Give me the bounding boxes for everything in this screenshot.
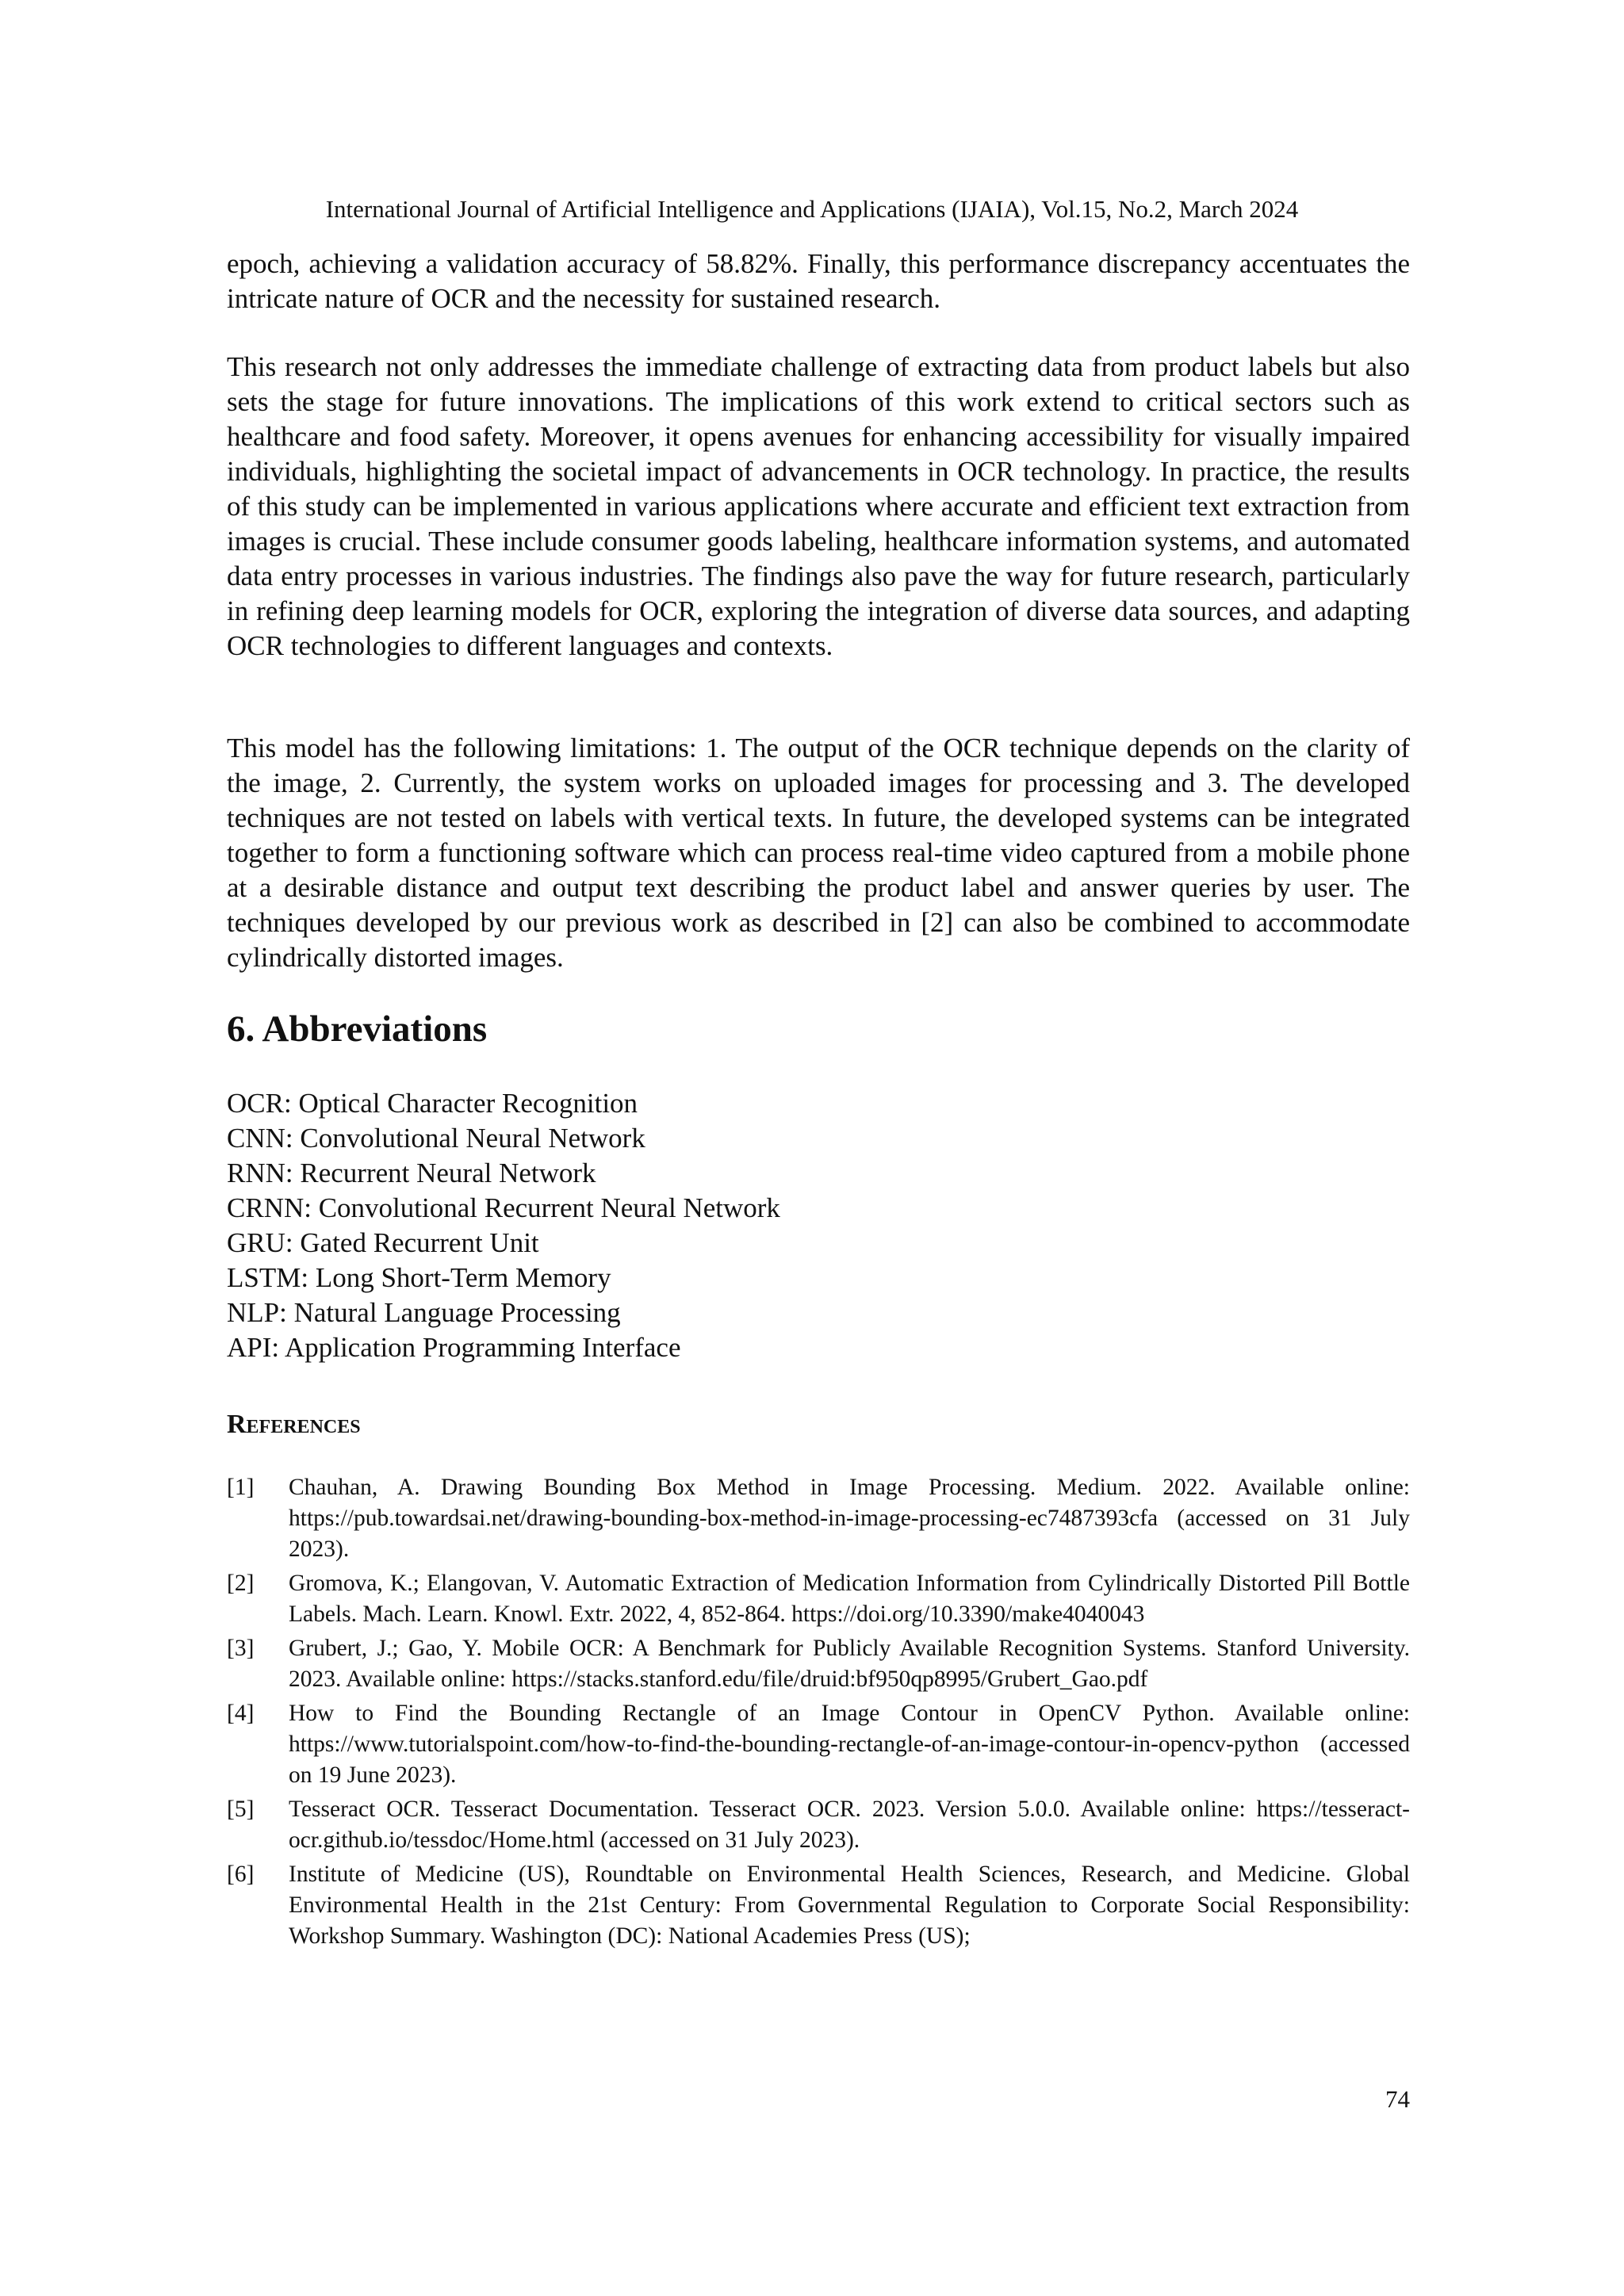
paragraph-text: This model has the following limitations: 1. The output of the OCR technique depends on the clarity of the image, 2. Currently, the system works on uploaded images for processing and 3. The developed techniques are not tested on labels with vertical texts. In future, the developed systems can be integrated together to form a functioning software which can process real-time video captured from a mobile phone at a desirable distance and output text describing the product label and answer queries by user. The techniques developed by our previous work as described in [2] can also be combined to accommodate cylindrically distorted images.	[227, 733, 1410, 973]
reference-item	[227, 1568, 1410, 1630]
reference-number: [2]	[227, 1571, 255, 1596]
reference-text: Gromova, K.; Elangovan, V. Automatic Extraction of Medication Information from Cylindrically Distorted Pill Bottle Labels. Mach. Learn. Knowl. Extr. 2022, 4, 852-864. https://doi.org/10.3390/make4040043	[289, 1571, 1410, 1627]
paragraph-text: epoch, achieving a validation accuracy of 58.82%. Finally, this performance discrepancy accentuates the intricate nature of OCR and the necessity for sustained research.	[227, 248, 1410, 314]
abbreviation-item: OCR: Optical Character Recognition	[227, 1088, 638, 1119]
reference-item	[227, 1794, 1410, 1856]
running-header: International Journal of Artificial Intelligence and Applications (IJAIA), Vol.15, No.2, March 2024	[325, 195, 1299, 223]
reference-text: Institute of Medicine (US), Roundtable on Environmental Health Sciences, Research, and Medicine. Global Environmental Health in the 21st Century: From Governmental Regulation to Corporate Social Responsibility: Workshop Summary. Washington (DC): National Academies Press (US);	[289, 1862, 1410, 1949]
reference-item	[227, 1472, 1410, 1565]
reference-number: [3]	[227, 1636, 255, 1661]
abbreviation-item: CRNN: Convolutional Recurrent Neural Network	[227, 1192, 780, 1223]
reference-item	[227, 1698, 1410, 1791]
reference-number: [6]	[227, 1862, 255, 1887]
reference-number: [5]	[227, 1797, 255, 1822]
abbreviation-list	[227, 1086, 780, 1365]
page-number: 74	[1385, 2085, 1410, 2113]
references-list	[227, 1472, 1410, 1955]
abbreviation-item: GRU: Gated Recurrent Unit	[227, 1227, 539, 1258]
section-heading-abbreviations: 6. Abbreviations	[227, 1008, 488, 1050]
reference-item	[227, 1859, 1410, 1952]
reference-text: How to Find the Bounding Rectangle of an Image Contour in OpenCV Python. Available online: https://www.tutorialspoint.com/how-to-find-the-bounding-rectangle-of-an-image-contour-in-opencv-python (accessed on 19 June 2023).	[289, 1701, 1410, 1788]
reference-text: Tesseract OCR. Tesseract Documentation. Tesseract OCR. 2023. Version 5.0.0. Available online: https://tesseract-ocr.github.io/tessdoc/Home.html (accessed on 31 July 2023).	[289, 1797, 1410, 1853]
abbreviation-item: LSTM: Long Short-Term Memory	[227, 1262, 611, 1293]
abbreviation-item: API: Application Programming Interface	[227, 1332, 681, 1363]
reference-text: Grubert, J.; Gao, Y. Mobile OCR: A Benchmark for Publicly Available Recognition Systems. Stanford University. 2023. Available online: https://stacks.stanford.edu/file/druid:bf950qp8995/Grubert_Gao.pdf	[289, 1636, 1410, 1692]
paragraph-text: This research not only addresses the immediate challenge of extracting data from product labels but also sets the stage for future innovations. The implications of this work extend to critical sectors such as healthcare and food safety. Moreover, it opens avenues for enhancing accessibility for visually impaired individuals, highlighting the societal impact of advancements in OCR technology. In practice, the results of this study can be implemented in various applications where accurate and efficient text extraction from images is crucial. These include consumer goods labeling, healthcare information systems, and automated data entry processes in various industries. The findings also pave the way for future research, particularly in refining deep learning models for OCR, exploring the integration of diverse data sources, and adapting OCR technologies to different languages and contexts.	[227, 351, 1410, 661]
references-heading: References	[227, 1410, 361, 1439]
reference-text: Chauhan, A. Drawing Bounding Box Method in Image Processing. Medium. 2022. Available online: https://pub.towardsai.net/drawing-bounding-box-method-in-image-processing-ec7487393cfa (accessed on 31 July 2023).	[289, 1475, 1410, 1562]
abbreviation-item: RNN: Recurrent Neural Network	[227, 1158, 596, 1188]
body-paragraph-2	[227, 350, 1410, 664]
reference-item	[227, 1633, 1410, 1695]
abbreviation-item: CNN: Convolutional Neural Network	[227, 1123, 645, 1154]
body-paragraph-3	[227, 731, 1410, 975]
body-paragraph-1	[227, 247, 1410, 316]
abbreviation-item: NLP: Natural Language Processing	[227, 1297, 621, 1328]
reference-number: [1]	[227, 1475, 255, 1500]
reference-number: [4]	[227, 1701, 255, 1726]
